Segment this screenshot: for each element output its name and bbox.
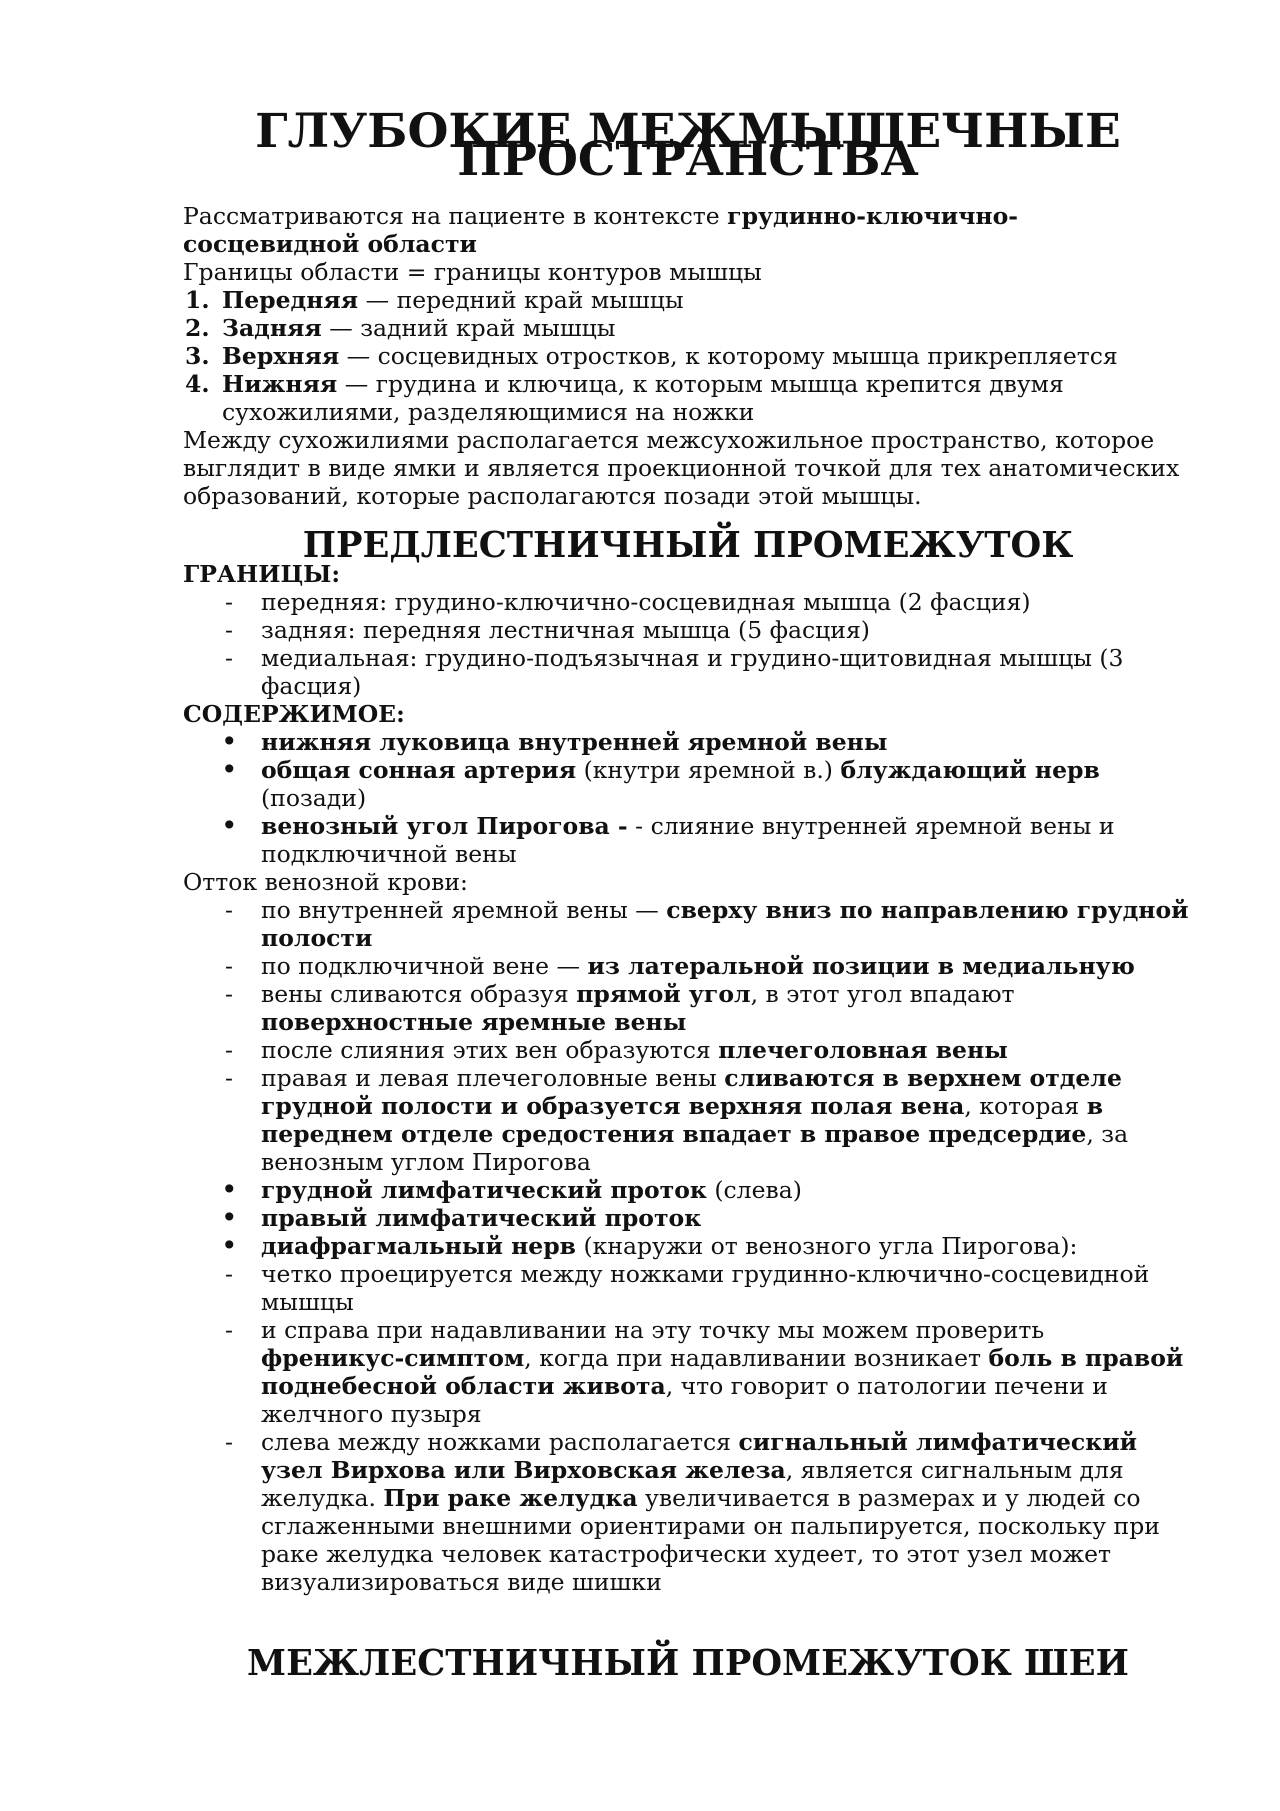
list-text: , когда при надавливании возникает xyxy=(524,1344,989,1372)
bullet-marker: • xyxy=(221,725,238,758)
bold-text: френикус-симптом xyxy=(261,1344,525,1372)
list-text: после слияния этих вен образуются xyxy=(261,1036,719,1064)
content-heading: СОДЕРЖИМОЕ: xyxy=(183,700,405,728)
section-title-prescalene: ПРЕДЛЕСТНИЧНЫЙ ПРОМЕЖУТОК xyxy=(302,525,1074,566)
borders-list xyxy=(183,286,1193,426)
borders-intro: Границы области = границы контуров мышцы xyxy=(183,258,762,286)
bullet-marker: • xyxy=(221,1173,238,1206)
list-item xyxy=(183,896,1193,952)
bold-text: общая сонная артерия xyxy=(261,756,577,784)
list-text: медиальная: грудино-подъязычная и грудино-щитовидная мышцы (3 фасция) xyxy=(261,644,1124,700)
bullet-marker: • xyxy=(221,809,238,842)
list-number: 1. xyxy=(185,286,210,314)
border-desc: — задний край мышцы xyxy=(321,314,616,342)
list-item xyxy=(183,644,1193,700)
bold-text: грудной лимфатический проток xyxy=(261,1176,707,1204)
bold-text: блуждающий нерв xyxy=(840,756,1100,784)
border-desc: — передний край мышцы xyxy=(358,286,684,314)
list-item xyxy=(183,725,1193,758)
list-text: по внутренней яремной вены — xyxy=(261,896,667,924)
bold-text: сливаются в верхнем отделе грудной полости и образуется верхняя полая вена xyxy=(261,1064,1122,1120)
bold-text: плечеголовная вены xyxy=(718,1036,1008,1064)
bold-text: в переднем отделе средостения впадает в правое предсердие xyxy=(261,1092,1104,1148)
border-name: Нижняя xyxy=(222,370,338,398)
bold-text: диафрагмальный нерв xyxy=(261,1232,577,1260)
outflow-list xyxy=(183,896,1193,1596)
list-item xyxy=(183,1316,1193,1428)
borders-heading: ГРАНИЦЫ: xyxy=(183,560,341,588)
list-text: увеличивается в размерах и у людей со сглаженными внешними ориентирами он пальпируется, поскольку при раке желудка человек катастрофически худеет, то этот узел может визуализироваться виде шишки xyxy=(261,1484,1160,1596)
content-list xyxy=(183,725,1193,868)
list-text: и справа при надавливании на эту точку мы можем проверить xyxy=(261,1316,1045,1344)
list-text: слева между ножками располагается xyxy=(261,1428,739,1456)
list-item xyxy=(183,370,1193,426)
border-name: Передняя xyxy=(222,286,359,314)
list-text: - слияние внутренней яремной вены и подключичной вены xyxy=(261,812,1115,868)
list-text: , за венозным углом Пирогова xyxy=(261,1120,1129,1176)
dash-marker: - xyxy=(225,1316,233,1344)
list-item xyxy=(183,1064,1193,1176)
dash-marker: - xyxy=(225,952,233,980)
bold-text: сигнальный лимфатический узел Вирхова или Вирховская железа xyxy=(261,1428,1138,1484)
list-text: вены сливаются образуя xyxy=(261,980,577,1008)
bold-text: сверху вниз по направлению грудной полости xyxy=(261,896,1189,952)
intro-bold: грудинно-ключично-сосцевидной области xyxy=(183,202,1019,258)
list-item xyxy=(183,980,1193,1036)
bullet-marker: • xyxy=(221,1201,238,1234)
list-text: правая и левая плечеголовные вены xyxy=(261,1064,725,1092)
list-item xyxy=(183,753,1193,812)
page-title: ГЛУБОКИЕ МЕЖМЫШЕЧНЫЕ ПРОСТРАНСТВА xyxy=(255,104,1121,187)
intro-paragraph xyxy=(183,202,1193,258)
list-item xyxy=(183,952,1193,980)
list-item xyxy=(183,616,1193,644)
prescalene-borders-list xyxy=(183,588,1193,700)
list-text: , является сигнальным для желудка. xyxy=(261,1456,1124,1512)
list-item xyxy=(183,1173,1193,1206)
document-page xyxy=(183,104,1193,1684)
list-item xyxy=(183,342,1193,370)
list-item xyxy=(183,1428,1193,1596)
dash-marker: - xyxy=(225,588,233,616)
list-item xyxy=(183,1036,1193,1064)
list-item xyxy=(183,1201,1193,1234)
list-text: , которая xyxy=(964,1092,1087,1120)
dash-marker: - xyxy=(225,1260,233,1288)
list-text: , в этот угол впадают xyxy=(750,980,1015,1008)
dash-marker: - xyxy=(225,616,233,644)
border-name: Задняя xyxy=(222,314,322,342)
list-item xyxy=(183,1260,1193,1316)
list-item xyxy=(183,314,1193,342)
list-item xyxy=(183,588,1193,616)
border-desc: — грудина и ключица, к которым мышца крепится двумя сухожилиями, разделяющимися на ножки xyxy=(222,370,1064,426)
border-name: Верхняя xyxy=(222,342,340,370)
border-desc: — сосцевидных отростков, к которому мышца прикрепляется xyxy=(339,342,1118,370)
outflow-heading: Отток венозной крови: xyxy=(183,868,468,896)
dash-marker: - xyxy=(225,980,233,1008)
list-text: , что говорит о патологии печени и желчного пузыря xyxy=(261,1372,1108,1428)
intro-text: Рассматриваются на пациенте в контексте xyxy=(183,202,728,230)
list-number: 4. xyxy=(185,370,210,398)
bullet-marker: • xyxy=(221,1229,238,1262)
bullet-marker: • xyxy=(221,753,238,786)
section-title-interscalene: МЕЖЛЕСТНИЧНЫЙ ПРОМЕЖУТОК ШЕИ xyxy=(247,1643,1129,1684)
dash-marker: - xyxy=(225,1036,233,1064)
bold-text: из латеральной позиции в медиальную xyxy=(587,952,1135,980)
dash-marker: - xyxy=(225,644,233,672)
dash-marker: - xyxy=(225,896,233,924)
list-item xyxy=(183,286,1193,314)
list-text: (кнутри яремной в.) xyxy=(576,756,841,784)
bold-text: прямой угол xyxy=(576,980,751,1008)
list-text: задняя: передняя лестничная мышца (5 фасция) xyxy=(261,616,870,644)
list-text: передняя: грудино-ключично-сосцевидная мышца (2 фасция) xyxy=(261,588,1031,616)
list-text: четко проецируется между ножками грудинно-ключично-сосцевидной мышцы xyxy=(261,1260,1150,1316)
bold-text: поверхностные яремные вены xyxy=(261,1008,687,1036)
bold-text: венозный угол Пирогова - xyxy=(261,812,628,840)
list-text: по подключичной вене — xyxy=(261,952,588,980)
list-item xyxy=(183,1229,1193,1262)
list-number: 2. xyxy=(185,314,210,342)
list-text: (кнаружи от венозного угла Пирогова): xyxy=(576,1232,1078,1260)
bold-text: правый лимфатический проток xyxy=(261,1204,702,1232)
dash-marker: - xyxy=(225,1064,233,1092)
dash-marker: - xyxy=(225,1428,233,1456)
list-number: 3. xyxy=(185,342,210,370)
list-text: (позади) xyxy=(261,784,367,812)
list-text: (слева) xyxy=(706,1176,802,1204)
bold-text: боль в правой поднебесной области живота xyxy=(261,1344,1184,1400)
list-item xyxy=(183,809,1193,868)
between-paragraph: Между сухожилиями располагается межсухожильное пространство, которое выглядит в виде ямки и является проекционной точкой для тех анатомических образований, которые располагаются позади этой мышцы. xyxy=(183,426,1180,510)
bold-text: нижняя луковица внутренней яремной вены xyxy=(261,728,888,756)
bold-text: При раке желудка xyxy=(383,1484,638,1512)
